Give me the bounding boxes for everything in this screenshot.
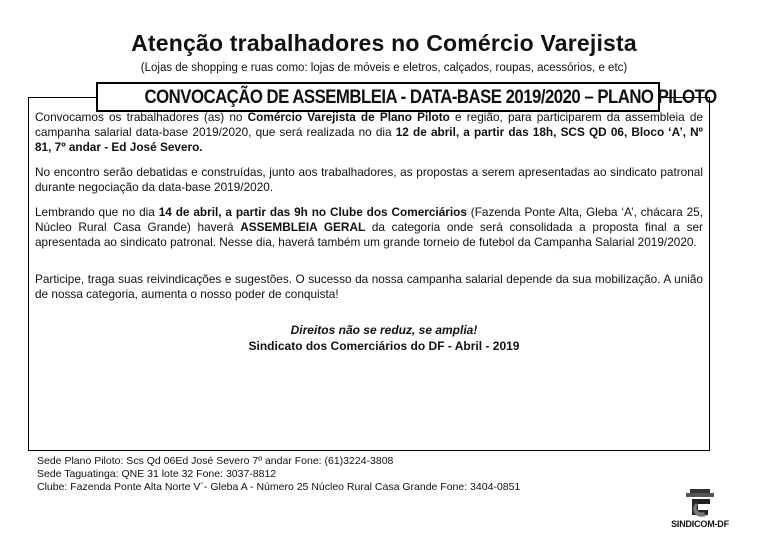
paragraph-general-assembly bbox=[35, 205, 703, 250]
paragraph-participation: Participe, traga suas reivindicações e sugestões. O sucesso da nossa campanha salarial depende da sua mobilização. A união de nossa categoria, aumenta o nosso poder de conquista! bbox=[35, 272, 703, 301]
p3-text-e: da categoria onde será consolidada a proposta final a ser apresentada ao sindicato patronal. Nesse dia, haverá também um grande torneio de futebol da Campanha Salarial 2019/2020. bbox=[35, 220, 703, 249]
banner-text: CONVOCAÇÃO DE ASSEMBLEIA - DATA-BASE 2019/2020 – PLANO PILOTO bbox=[144, 86, 717, 108]
convocation-banner bbox=[96, 82, 717, 112]
p3-text-a: Lembrando que no dia bbox=[35, 205, 159, 219]
footer-address-plano-piloto: Sede Plano Piloto: Scs Qd 06Ed José Severo 7º andar Fone: (61)3224-3808 bbox=[37, 455, 394, 467]
p1-text-a: Convocamos os trabalhadores (as) no bbox=[35, 110, 248, 124]
page-subtitle: (Lojas de shopping e ruas como: lojas de móveis e eletros, calçados, roupas, acessórios, e etc) bbox=[140, 62, 628, 74]
signature-line: Sindicato dos Comerciários do DF - Abril - 2019 bbox=[248, 339, 520, 353]
page-title: Atenção trabalhadores no Comércio Varejista bbox=[131, 30, 637, 56]
paragraph-debate: No encontro serão debatidas e construídas, junto aos trabalhadores, as propostas a serem apresentadas ao sindicato patronal durante negociação da data-base 2019/2020. bbox=[35, 165, 703, 194]
sindicom-logo-icon bbox=[670, 485, 730, 537]
logo-name: SINDICOM-DF bbox=[671, 519, 729, 529]
slogan: Direitos não se reduz, se amplia! bbox=[290, 323, 478, 337]
footer-address-club: Clube: Fazenda Ponte Alta Norte V´- Gleba A - Número 25 Núcleo Rural Casa Grande Fone: 3404-0851 bbox=[37, 481, 521, 493]
p1-text-b: Comércio Varejista de Plano Piloto bbox=[247, 110, 450, 124]
footer-address-taguatinga: Sede Taguatinga: QNE 31 lote 32 Fone: 3037-8812 bbox=[37, 468, 277, 480]
p3-text-c: (Fazenda Ponte Alta, Gleba ‘A’, chácara 25, Núcleo Rural Casa Grande) haverá bbox=[35, 205, 703, 234]
p3-text-d: ASSEMBLEIA GERAL bbox=[240, 220, 366, 234]
p1-text-d: 12 de abril, a partir das 18h, SCS QD 06, Bloco ‘A’, Nº 81, 7º andar - Ed José Severo. bbox=[35, 125, 703, 154]
paragraph-convocation bbox=[35, 110, 703, 155]
p1-text-c: e região, para participarem da assembleia de campanha salarial data-base 2019/2020, que será realizada no dia bbox=[35, 110, 703, 139]
p3-text-b: 14 de abril, a partir das 9h no Clube dos Comerciários bbox=[158, 205, 467, 219]
